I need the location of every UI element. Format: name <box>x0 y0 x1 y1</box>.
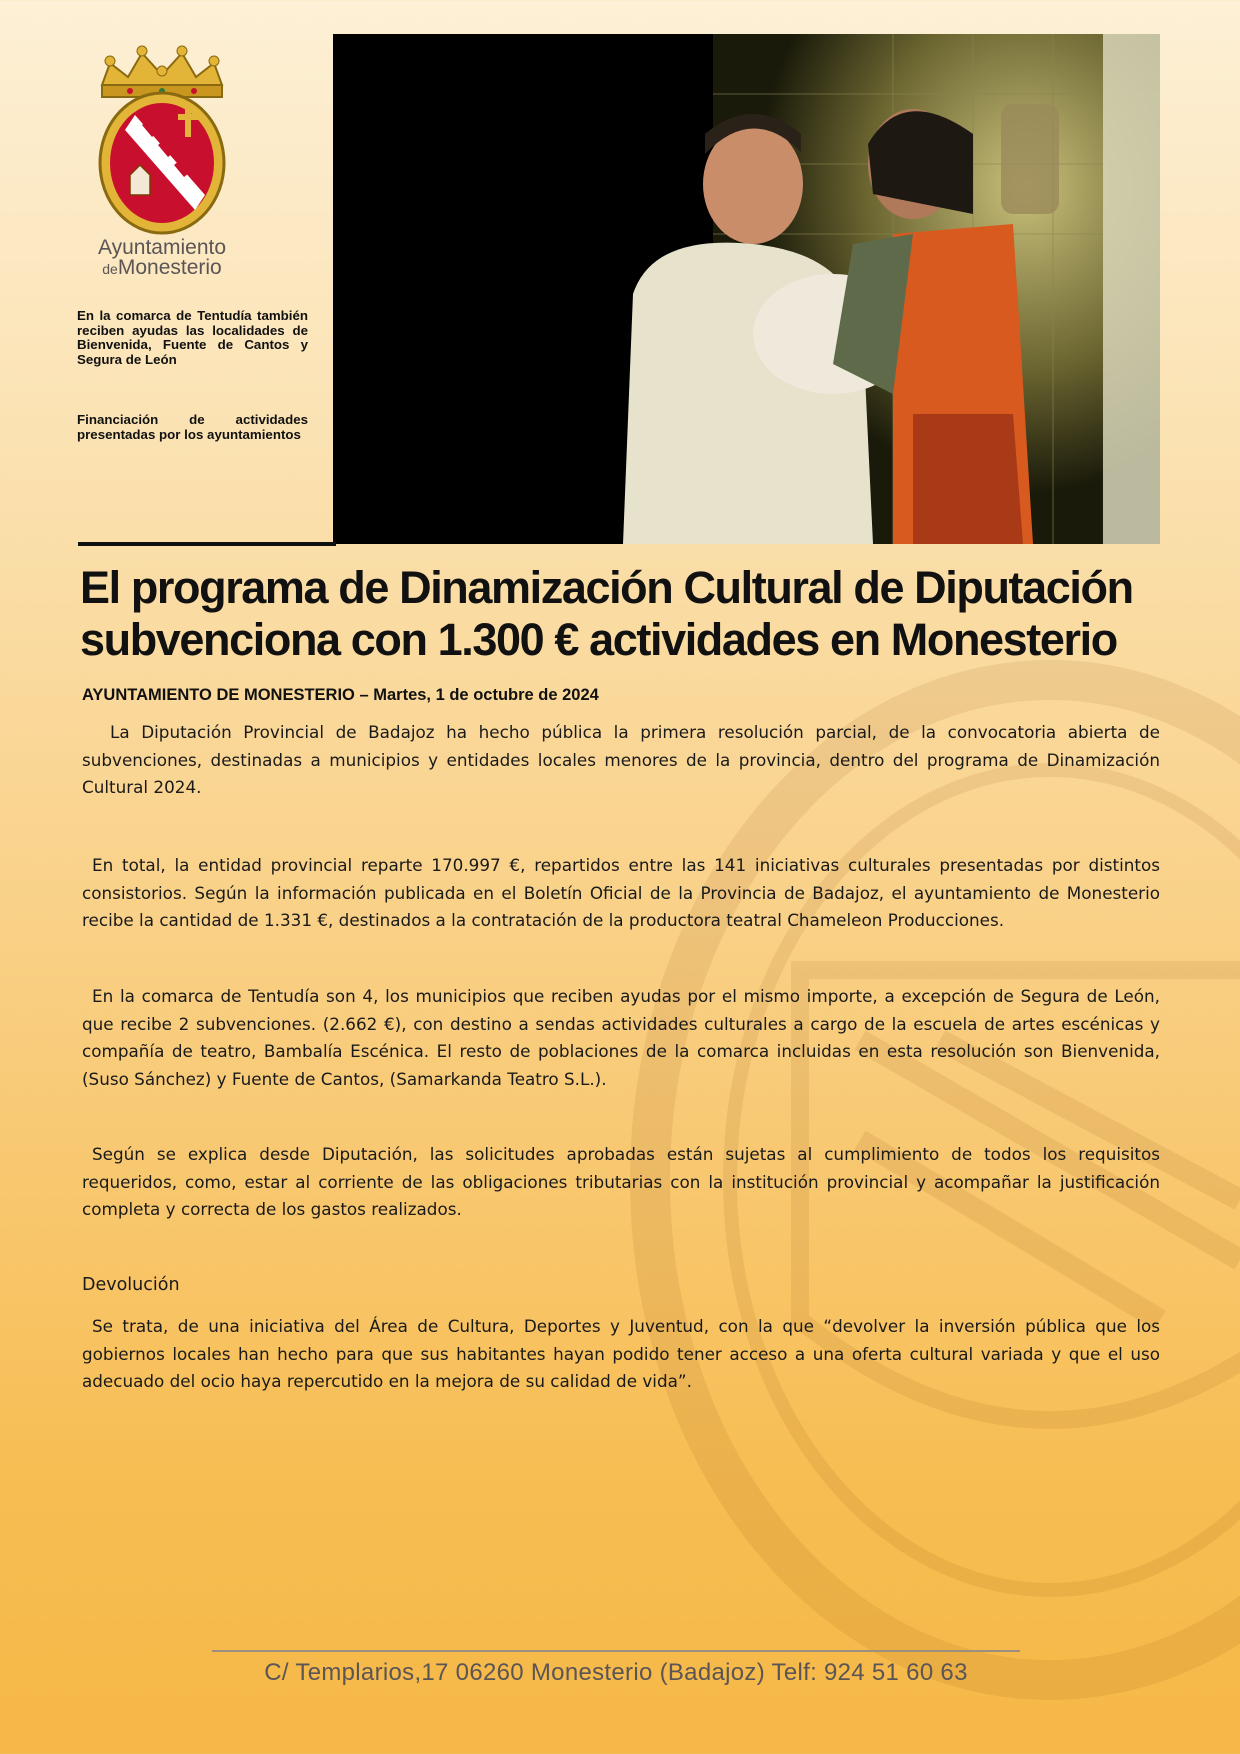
article-paragraph-3: En la comarca de Tentudía son 4, los municipios que reciben ayudas por el mismo importe, a excepción de Segura de León, que recibe 2 subvenciones. (2.662 €), con destino a sendas actividades culturales a cargo de la escuela de artes escénicas y compañía de teatro, Bambalía Escénica. El resto de poblaciones de la comarca incluidas en esta resolución son Bienvenida, (Suso Sánchez) y Fuente de Cantos, (Samarkanda Teatro S.L.). <box>82 986 1160 1089</box>
section-subheading: Devolución <box>82 1275 180 1295</box>
sidebar-highlight-1: En la comarca de Tentudía también reciben ayudas las localidades de Bienvenida, Fuente de Cantos y Segura de León <box>77 308 308 367</box>
footer-divider <box>212 1650 1020 1652</box>
sidebar-highlight-2: Financiación de actividades presentadas por los ayuntamientos <box>77 412 308 442</box>
footer-address: C/ Templarios,17 06260 Monesterio (Badajoz) Telf: 924 51 60 63 <box>264 1659 968 1686</box>
logo-line-1: Ayuntamiento <box>97 236 227 259</box>
headline-line-2: subvenciona con 1.300 € actividades en Monesterio <box>80 614 1117 665</box>
headline-line-1: El programa de Dinamización Cultural de Diputación <box>80 562 1133 613</box>
logo-line-2: deMonesterio <box>102 256 222 279</box>
logo-wordmark <box>82 238 242 279</box>
shield-icon <box>100 93 224 233</box>
article-paragraph-4: Según se explica desde Diputación, las solicitudes aprobadas están sujetas al cumplimiento de todos los requisitos requeridos, como, estar al corriente de las obligaciones tributarias con la institución provincial y acompañar la justificación completa y correcta de los gastos realizados. <box>82 1144 1160 1219</box>
article-paragraph-5: Se trata, de una iniciativa del Área de Cultura, Deportes y Juventud, con la que “devolver la inversión pública que los gobiernos locales han hecho para que sus habitantes hayan podido tener acceso a una oferta cultural variada y que el uso adecuado del ocio haya repercutido en la mejora de su calidad de vida”. <box>82 1316 1160 1391</box>
article-byline: AYUNTAMIENTO DE MONESTERIO – Martes, 1 de octubre de 2024 <box>82 686 599 704</box>
article-paragraph-1: La Diputación Provincial de Badajoz ha hecho pública la primera resolución parcial, de la convocatoria abierta de subvenciones, destinadas a municipios y entidades locales menores de la provincia, dentro del programa de Dinamización Cultural 2024. <box>82 722 1160 797</box>
article-paragraph-2: En total, la entidad provincial reparte 170.997 €, repartidos entre las 141 iniciativas culturales presentadas por distintos consistorios. Según la información publicada en el Boletín Oficial de la Provincia de Badajoz, el ayuntamiento de Monesterio recibe la cantidad de 1.331 €, destinados a la contratación de la productora teatral Chameleon Producciones. <box>82 855 1160 930</box>
divider-rule <box>78 542 336 546</box>
article-headline <box>80 562 1180 666</box>
crown-icon <box>102 46 222 97</box>
article-photo <box>333 34 1160 544</box>
